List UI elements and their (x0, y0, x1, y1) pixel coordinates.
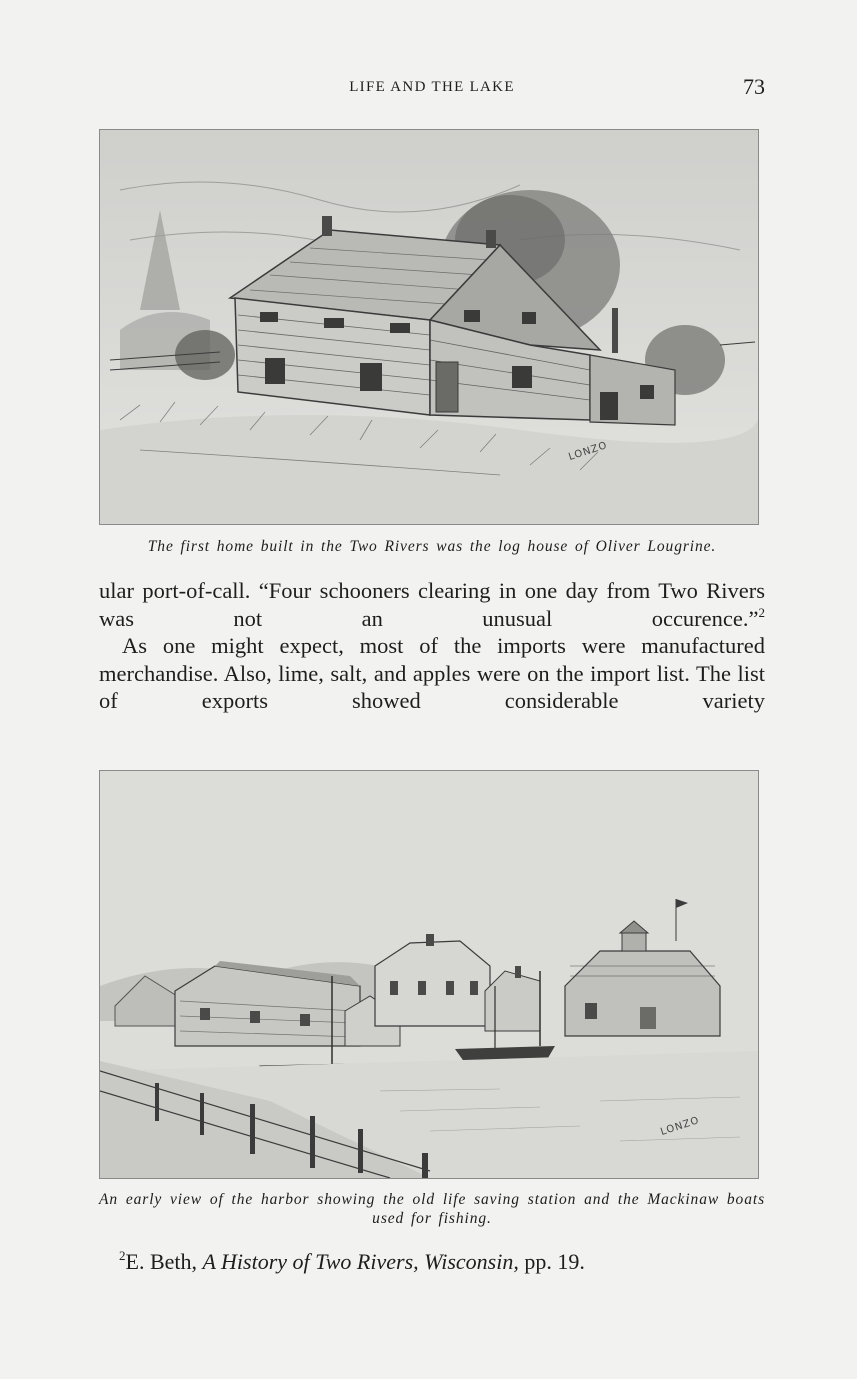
paragraph-1-text: ular port-of-call. “Four schooners clearing in one day from Two Rivers was not an unusual occurence.” (99, 578, 765, 631)
footnote-marker: 2 (119, 1248, 126, 1263)
artist-signature: LONZO (567, 440, 610, 463)
footnote-title: A History of Two Rivers, Wisconsin, (202, 1249, 519, 1274)
paragraph-continued (99, 577, 765, 632)
log-house-sketch (100, 130, 758, 524)
log-house-illustration (99, 129, 759, 525)
page-number: 73 (743, 74, 765, 99)
paragraph-imports: As one might expect, most of the imports were manufactured merchandise. Also, lime, salt, and apples were on the import list. The list of exports showed considerable variety (99, 633, 765, 713)
footnote-pages: pp. 19. (524, 1249, 585, 1274)
running-head (99, 76, 765, 100)
harbor-sketch (100, 771, 758, 1178)
footnote-author: E. Beth, (125, 1249, 197, 1274)
footnote (99, 1249, 765, 1275)
artist-signature: LONZO (659, 1115, 702, 1138)
figure-caption-1: The first home built in the Two Rivers was the log house of Oliver Lougrine. (147, 538, 717, 555)
body-text (99, 577, 765, 715)
harbor-illustration (99, 770, 759, 1179)
running-title: LIFE AND THE LAKE (349, 79, 515, 95)
figure-caption-2: An early view of the harbor showing the old life saving station and the Mackinaw boats used for fishing. (99, 1191, 765, 1227)
footnote-reference: 2 (758, 604, 765, 620)
